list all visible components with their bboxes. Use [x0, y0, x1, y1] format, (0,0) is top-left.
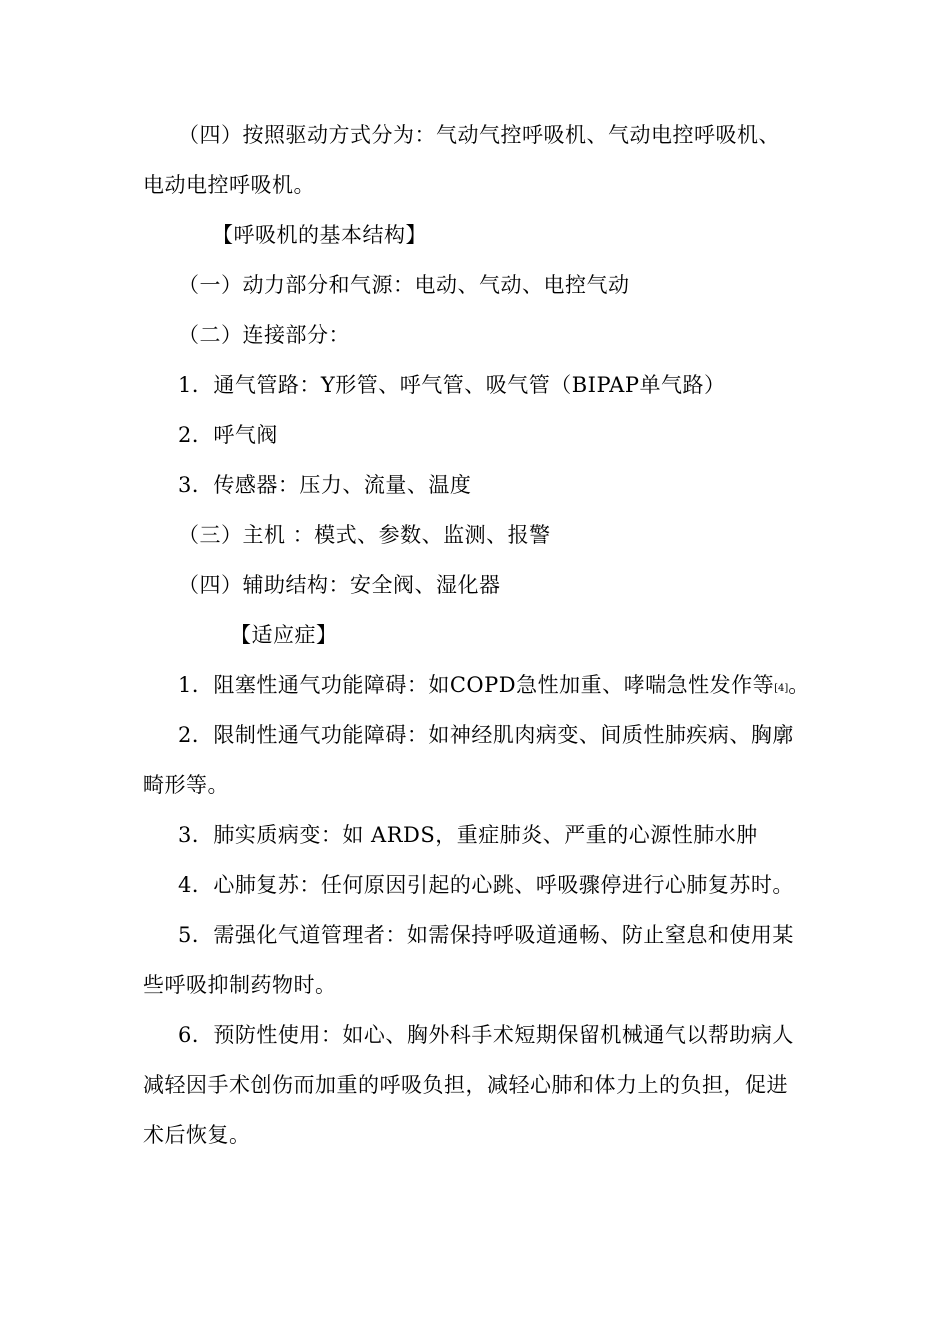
section-heading-indications: 【适应症】	[230, 623, 338, 647]
structure-item-power: （一）动力部分和气源：电动、气动、电控气动	[178, 273, 630, 297]
structure-item-tubing: 1．通气管路：Y形管、呼气管、吸气管（BIPAP单气路）	[178, 373, 726, 397]
structure-item-auxiliary: （四）辅助结构：安全阀、湿化器	[178, 573, 501, 597]
structure-item-sensors: 3．传感器：压力、流量、温度	[178, 473, 472, 497]
structure-item-exhalation-valve: 2．呼气阀	[178, 423, 278, 447]
paragraph-drive-line-2: 电动电控呼吸机。	[143, 173, 315, 197]
indication-item-2-line-2: 畸形等。	[143, 773, 229, 797]
indication-item-5-line-1: 5．需强化气道管理者：如需保持呼吸道通畅、防止窒息和使用某	[178, 923, 794, 947]
indication-item-6-line-1: 6．预防性使用：如心、胸外科手术短期保留机械通气以帮助病人	[178, 1023, 794, 1047]
indication-item-3: 3．肺实质病变：如 ARDS，重症肺炎、严重的心源性肺水肿	[178, 823, 758, 847]
indication-item-1-text: 1．阻塞性通气功能障碍：如COPD急性加重、哮喘急性发作等	[178, 673, 775, 697]
indication-item-5-line-2: 些呼吸抑制药物时。	[143, 973, 337, 997]
citation-marker: [4]	[774, 683, 789, 694]
paragraph-drive-line-1: （四）按照驱动方式分为：气动气控呼吸机、气动电控呼吸机、	[178, 123, 780, 147]
indication-item-4: 4．心肺复苏：任何原因引起的心跳、呼吸骤停进行心肺复苏时。	[178, 873, 794, 897]
structure-item-connection: （二）连接部分：	[178, 323, 350, 347]
indication-item-6-line-2: 减轻因手术创伤而加重的呼吸负担，减轻心肺和体力上的负担，促进	[143, 1073, 788, 1097]
indication-item-1	[178, 670, 810, 704]
indication-item-6-line-3: 术后恢复。	[143, 1123, 251, 1147]
indication-item-2-line-1: 2．限制性通气功能障碍：如神经肌肉病变、间质性肺疾病、胸廓	[178, 723, 794, 747]
section-heading-structure: 【呼吸机的基本结构】	[212, 223, 427, 247]
indication-item-1-tail: 。	[788, 673, 810, 697]
structure-item-main-unit: （三）主机 ：模式、参数、监测、报警	[178, 523, 551, 547]
